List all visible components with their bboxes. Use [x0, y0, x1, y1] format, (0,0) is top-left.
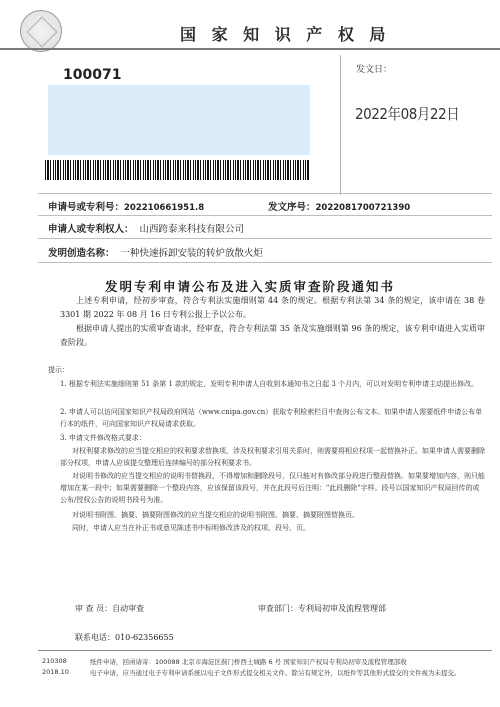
phone-row	[75, 632, 174, 643]
field-divider	[38, 238, 492, 239]
examiner-row	[75, 603, 144, 614]
field-divider	[38, 193, 492, 194]
application-no-label: 申请号或专利号：	[48, 202, 125, 213]
send-date-value: 2022年08月22日	[355, 105, 460, 123]
redacted-address-block	[48, 85, 310, 155]
footer-divider	[38, 650, 492, 651]
form-version: 2018.10	[42, 668, 69, 676]
hint-item-3: 3. 申请文件修改格式要求：	[60, 434, 146, 442]
examiner-value: 自动审查	[112, 604, 145, 613]
address-date-divider	[340, 55, 341, 195]
footer-paper-instructions: 纸件申请，回函请寄：100088 北京市海淀区蓟门桥西土城路 6 号 国家知识产权局专利局初审及流程管理部收	[90, 658, 407, 666]
barcode	[45, 160, 310, 180]
examiner-label: 审 查 员：	[75, 604, 113, 613]
form-code: 210308	[42, 657, 67, 665]
department-label: 审查部门：	[258, 604, 298, 613]
header-divider	[0, 48, 500, 50]
invention-label: 发明创造名称：	[48, 248, 115, 259]
applicant-label: 申请人或专利权人：	[48, 224, 134, 235]
notice-title: 发明专利申请公布及进入实质审查阶段通知书	[104, 279, 395, 294]
issuing-office-title: 国 家 知 识 产 权 局	[180, 25, 391, 44]
footer-electronic-instructions: 电子申请，应当通过电子专利申请系统以电子文件形式提交相关文件。除另有规定外，以纸件等其他形式提交的文件视为未提交。	[90, 669, 461, 677]
hints-label: 提示：	[48, 366, 69, 374]
invention-value: 一种快速拆卸安装的转炉放散火炬	[120, 248, 264, 259]
hint-item-1: 1. 根据专利法实施细则第 51 条第 1 款的规定，发明专利申请人自收到本通知书之日起 3 个月内，可以对发明专利申请主动提出修改。	[60, 380, 479, 388]
department-value: 专利局初审及流程管理部	[298, 604, 386, 613]
notice-paragraph-1: 上述专利申请，经初步审查，符合专利法实施细则第 44 条的规定。根据专利法第 34 条的规定，该申请在 38 卷 3301 期 2022 年 08 月 16 日专利公报上予以公布。	[60, 296, 485, 319]
applicant-row	[48, 221, 244, 235]
application-no-row	[48, 199, 204, 213]
serial-no-value: 2022081700721390	[315, 203, 411, 213]
applicant-value: 山西跨泰来科技有限公司	[139, 224, 245, 235]
department-row	[258, 603, 386, 614]
hint-item-3a: 对权利要求修改的应当提交相应的权利要求替换项，涉及权利要求引用关系时，则需要将相应权项一起替换补正。如果申请人需要删除部分权项，申请人应该提交整理后连续编号的部分权利要求书。	[60, 447, 485, 467]
hint-item-3c: 对说明书附图、摘要、摘要附图修改的应当提交相应的说明书附图、摘要、摘要附图替换页。	[72, 511, 359, 519]
notice-paragraph-2: 根据申请人提出的实质审查请求，经审查，符合专利法第 35 条及实施细则第 96 条的规定，该专利申请进入实质审查阶段。	[60, 324, 485, 347]
application-no-value: 202210661951.8	[124, 203, 205, 213]
send-date-label: 发文日：	[356, 65, 393, 75]
hint-item-3b: 对说明书修改的应当提交相应的说明书替换段，不得增加和删除段号，仅只能对有修改部分段进行整段替换。如果要增加内容，则只能增加在某一段中；如果需要删除一个整段内容，应该保留该段号，并在此段号后注明："此段删除"字样。段号以国家知识产权局回传的或公布/授权公告的说明书段号为准。	[60, 472, 485, 504]
serial-no-row	[268, 199, 410, 213]
postal-code: 100071	[63, 67, 122, 83]
invention-row	[48, 245, 263, 259]
field-divider	[38, 262, 492, 263]
field-divider	[38, 215, 492, 216]
national-emblem-icon	[20, 10, 62, 52]
phone-value: 010-62356655	[115, 633, 174, 642]
hint-item-2: 2. 申请人可以访问国家知识产权局政府网站（www.cnipa.gov.cn）获取专利检索栏目中查询公布文本。如果申请人需要纸件申请公布单行本的纸件，可向国家知识产权局请求获取。	[60, 408, 483, 428]
hint-item-3d: 同时，申请人应当在补正书或意见陈述书中标明修改涉及的权项、段号、页。	[72, 524, 310, 532]
serial-no-label: 发文序号：	[268, 202, 316, 213]
phone-label: 联系电话：	[75, 633, 115, 642]
